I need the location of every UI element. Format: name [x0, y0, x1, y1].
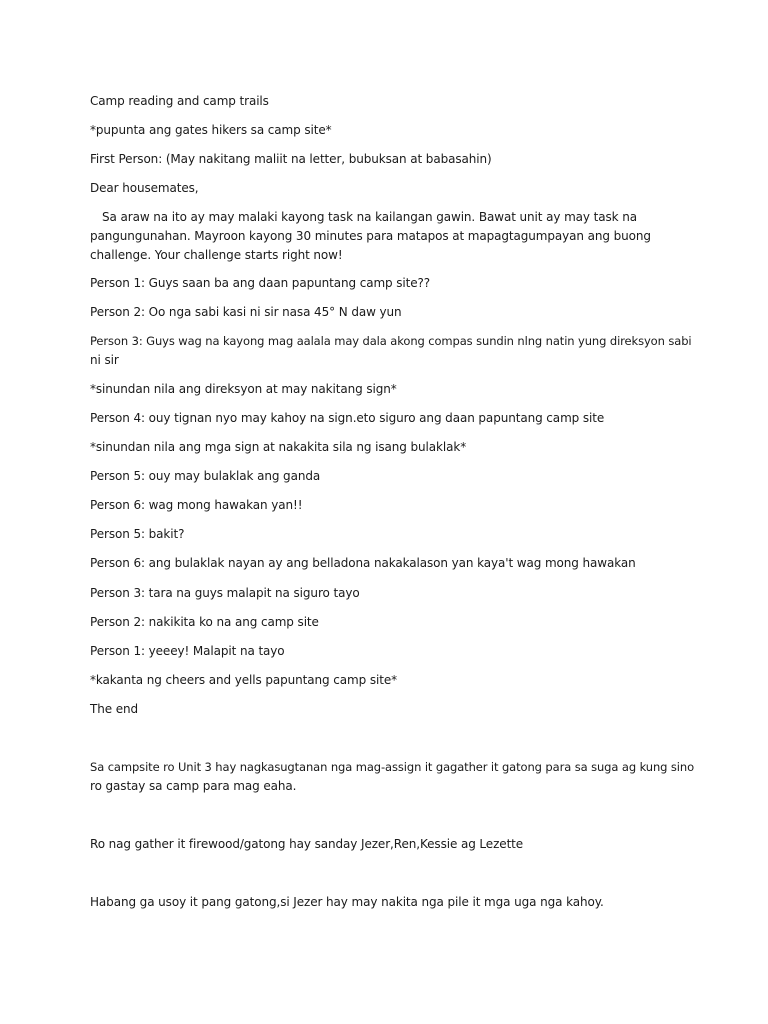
dialogue-line: Person 1: Guys saan ba ang daan papuntang camp site??	[90, 276, 431, 290]
dialogue-line: Person 3: tara na guys malapit na siguro tayo	[90, 586, 360, 600]
stage-direction: *sinundan nila ang mga sign at nakakita sila ng isang bulaklak*	[90, 440, 467, 454]
stage-direction: *kakanta ng cheers and yells papuntang camp site*	[90, 673, 398, 687]
dialogue-line: Person 6: wag mong hawakan yan!!	[90, 498, 303, 512]
stage-direction: *pupunta ang gates hikers sa camp site*	[90, 123, 332, 137]
dialogue-line: Person 5: bakit?	[90, 527, 185, 541]
letter-body-line: challenge. Your challenge starts right now!	[90, 248, 343, 262]
stage-direction: *sinundan nila ang direksyon at may nakitang sign*	[90, 382, 397, 396]
letter-body-line: pangungunahan. Mayroon kayong 30 minutes para matapos at mapagtagumpayan ang buong	[90, 229, 651, 243]
narrative-line: Sa campsite ro Unit 3 hay nagkasugtanan nga mag-assign it gagather it gatong para sa suga ag kung sino	[90, 760, 695, 774]
letter-body-line: Sa araw na ito ay may malaki kayong task na kailangan gawin. Bawat unit ay may task na	[102, 210, 637, 224]
dialogue-line: First Person: (May nakitang maliit na letter, bubuksan at babasahin)	[90, 152, 492, 166]
dialogue-line: Person 4: ouy tignan nyo may kahoy na sign.eto siguro ang daan papuntang camp site	[90, 411, 605, 425]
narrative-line: ro gastay sa camp para mag eaha.	[90, 779, 297, 793]
dialogue-line-continuation: ni sir	[90, 353, 119, 367]
dialogue-line: Person 2: Oo nga sabi kasi ni sir nasa 45° N daw yun	[90, 305, 402, 319]
letter-salutation: Dear housemates,	[90, 181, 199, 195]
dialogue-line: Person 6: ang bulaklak nayan ay ang belladona nakakalason yan kaya't wag mong hawakan	[90, 556, 636, 570]
document-title: Camp reading and camp trails	[90, 94, 269, 108]
dialogue-line: Person 2: nakikita ko na ang camp site	[90, 615, 319, 629]
narrative-line: Ro nag gather it firewood/gatong hay sanday Jezer,Ren,Kessie ag Lezette	[90, 837, 524, 851]
dialogue-line: Person 5: ouy may bulaklak ang ganda	[90, 469, 321, 483]
closing-line: The end	[90, 702, 139, 716]
narrative-line: Habang ga usoy it pang gatong,si Jezer hay may nakita nga pile it mga uga nga kahoy.	[90, 895, 604, 909]
dialogue-line: Person 3: Guys wag na kayong mag aalala may dala akong compas sundin nlng natin yung direksyon sabi	[90, 334, 692, 348]
dialogue-line: Person 1: yeeey! Malapit na tayo	[90, 644, 285, 658]
